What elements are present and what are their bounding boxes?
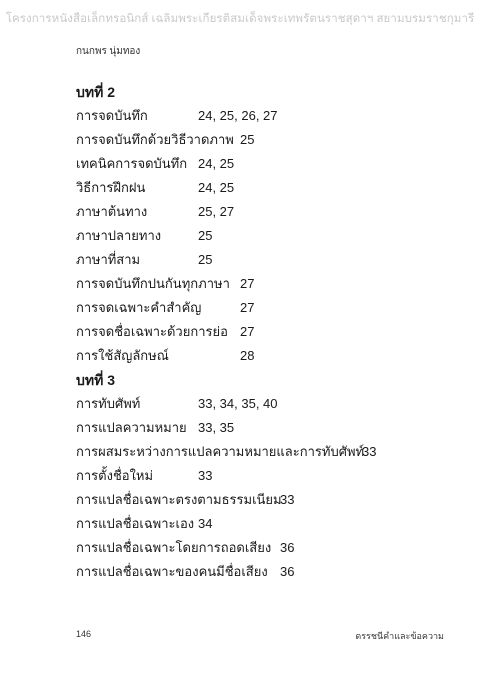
index-term: การตั้งชื่อใหม่ bbox=[76, 468, 154, 483]
index-pages: 27 bbox=[240, 300, 255, 315]
index-pages: 28 bbox=[240, 348, 255, 363]
index-term: การจดเฉพาะคำสำคัญ bbox=[76, 300, 202, 315]
index-term: ภาษาที่สาม bbox=[76, 252, 141, 267]
index-entry bbox=[76, 248, 466, 272]
index-pages: 24, 25 bbox=[198, 180, 235, 195]
project-banner: โครงการหนังสือเล็กทรอนิกส์ เฉลิมพระเกียรติสมเด็จพระเทพรัตนราชสุดาฯ สยามบรมราชกุมารี bbox=[5, 13, 475, 25]
index-term: การแปลชื่อเฉพาะโดยการถอดเสียง bbox=[76, 540, 272, 555]
index-pages: 27 bbox=[240, 276, 255, 291]
index-entry bbox=[76, 152, 466, 176]
index-pages: 27 bbox=[240, 324, 255, 339]
index-pages: 24, 25 bbox=[198, 156, 235, 171]
index-term: การแปลชื่อเฉพาะตรงตามธรรมเนียม bbox=[76, 492, 282, 507]
index-pages: 33, 35 bbox=[198, 420, 235, 435]
index-pages: 33 bbox=[362, 444, 377, 459]
index-pages: 33 bbox=[198, 468, 213, 483]
author-name: กนกพร นุ่มทอง bbox=[76, 46, 141, 57]
section-heading: บทที่ 2 bbox=[76, 84, 116, 100]
index-entry bbox=[76, 320, 466, 344]
index-pages: 25 bbox=[198, 252, 213, 267]
index-entry bbox=[76, 176, 466, 200]
index-entry bbox=[76, 392, 466, 416]
index-entry bbox=[76, 560, 466, 584]
page-number: 146 bbox=[76, 629, 92, 639]
index-content bbox=[76, 80, 466, 584]
index-term: การแปลความหมาย bbox=[76, 420, 187, 435]
index-term: เทคนิคการจดบันทึก bbox=[76, 156, 188, 171]
index-term: วิธีการฝึกฝน bbox=[76, 180, 146, 195]
index-term: การใช้สัญลักษณ์ bbox=[76, 348, 169, 363]
section-heading: บทที่ 3 bbox=[76, 372, 116, 388]
index-term: การจดบันทึก bbox=[76, 108, 148, 123]
index-pages: 36 bbox=[280, 564, 295, 579]
index-pages: 33, 34, 35, 40 bbox=[198, 396, 278, 411]
index-entry bbox=[76, 224, 466, 248]
index-term: การผสมระหว่างการแปลความหมายและการทับศัพท์ bbox=[76, 444, 365, 459]
index-entry bbox=[76, 488, 466, 512]
index-term: การแปลชื่อเฉพาะของคนมีชื่อเสียง bbox=[76, 564, 268, 579]
index-entry bbox=[76, 344, 466, 368]
index-entry bbox=[76, 128, 466, 152]
index-entry bbox=[76, 272, 466, 296]
index-entry bbox=[76, 200, 466, 224]
index-pages: 36 bbox=[280, 540, 295, 555]
index-entry bbox=[76, 440, 466, 464]
index-entry bbox=[76, 104, 466, 128]
index-term: การทับศัพท์ bbox=[76, 396, 141, 411]
index-entry bbox=[76, 296, 466, 320]
index-pages: 25 bbox=[240, 132, 255, 147]
book-title: ดรรชนีคำและข้อความ bbox=[355, 631, 444, 641]
index-pages: 25, 27 bbox=[198, 204, 235, 219]
index-pages: 33 bbox=[280, 492, 295, 507]
index-entry bbox=[76, 464, 466, 488]
index-term: การจดชื่อเฉพาะด้วยการย่อ bbox=[76, 324, 228, 339]
index-pages: 25 bbox=[198, 228, 213, 243]
index-term: การแปลชื่อเฉพาะเอง bbox=[76, 516, 195, 531]
index-term: ภาษาต้นทาง bbox=[76, 204, 148, 219]
index-pages: 34 bbox=[198, 516, 213, 531]
index-pages: 24, 25, 26, 27 bbox=[198, 108, 278, 123]
index-entry bbox=[76, 512, 466, 536]
index-term: การจดบันทึกปนกันทุกภาษา bbox=[76, 276, 230, 291]
index-entry bbox=[76, 536, 466, 560]
index-entry bbox=[76, 416, 466, 440]
index-term: การจดบันทึกด้วยวิธีวาดภาพ bbox=[76, 132, 234, 147]
index-term: ภาษาปลายทาง bbox=[76, 228, 162, 243]
